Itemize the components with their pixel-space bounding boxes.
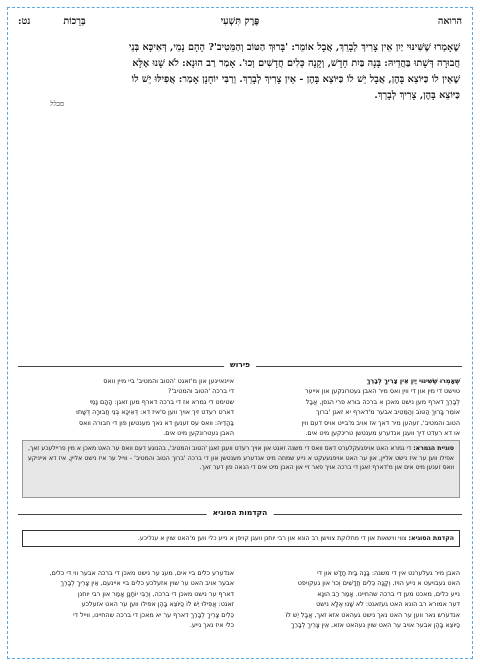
bottom-line: אבער אויב האט ער שוין אזעלכע כלים ביי איינעם, אֵין צָרִיךְ לְבָרֵךְ <box>60 579 234 588</box>
perush-divider <box>18 360 462 372</box>
intro-text: צווי ווישאות און די מחלוקת צווישן רב הונא און רבי יוחנן וועגן קויפן א נייע כלי ווען מ'האט שוין א ענליכע. <box>137 535 407 542</box>
page-border <box>7 7 473 659</box>
bottom-line: זאגט: אֲפִילּוּ יֵשׁ לוֹ כַּיּוֹצֵא בָּהֶן אפילו ווען ער האט אזעלכע <box>81 600 234 609</box>
perush-line: דארט רעדט זיך אויך ווען ס'איז דא: דְּאִיכָּא בְּנֵי חֲבוּרָה דְּשָׁתוּ <box>76 408 234 417</box>
bottom-line: דארף ער נישט מאכן די ברכה, וְרַבִּי יוֹחָנָן אָמַר און רבי יוחנן <box>77 589 234 598</box>
tractate-name: בְּרָכוֹת <box>63 16 86 27</box>
perush-title: פירוש <box>224 360 256 369</box>
bottom-line: כֵּלִים צָרִיךְ לְבָרֵךְ דארף ער יא מאכן די ברכה שהחיינו, ווייל די <box>73 610 234 619</box>
intro-box <box>22 530 460 547</box>
chapter-title: הרואה <box>437 16 462 27</box>
bottom-line: האבן מיר געלערנט אין די משנה: בָּנָה בַּיִת חָדָשׁ און די <box>317 569 460 577</box>
folio-number: נט: <box>18 16 31 27</box>
perush-left-column <box>22 376 234 438</box>
rashi-reference: מבלל <box>50 100 65 108</box>
perush-line: שֶׁאָמְרוּ שֶׁשִּׁינּוּי יַיִן אֵין צָרִיךְ לְבָרֵךְ <box>366 377 460 385</box>
bottom-columns <box>22 568 460 634</box>
perush-line: בַּהֲדֵיהּ: וואס עס זענען דא נאך מענטשן פון די חבורה וואס <box>78 418 234 427</box>
gemara-line: שֶׁאֵין לוֹ כַּיּוֹצֵא בָּהֶן, אֲבָל יֵשׁ לוֹ כַּיּוֹצֵא בָּהֶן - אֵין צָרִיךְ לְבָרֵךְ. וְרַבִּי יוֹחָנָן אָמַר: אֲפִילּוּ יֵשׁ לוֹ <box>131 74 460 85</box>
perush-line: שטימט די גמרא אז די ברכה דארף מען זאגן: הָהָם נָמֵי <box>89 397 234 406</box>
perush-line: הטוב והמטיב', זעהען מיר דאך אז אויב מ'בייט אויס דעם ווין <box>301 418 460 427</box>
perush-line: או דא רעדט דיך וועגן אנדערע מענטשן טרינקען מיט אים. <box>305 429 460 438</box>
bottom-line: כַּיּוֹצֵא בָּהֶן אבער אויב ער האט שוין געהאט אזא, אֵין צָרִיךְ לְבָרֵךְ <box>291 621 460 630</box>
gemara-line: חֲבוּרָה דְּשָׁתוּ בַּהֲדֵיהּ: בָּנָה בַּיִת חָדָשׁ, וְקָנָה כֵּלִים חֲדָשִׁים וְכוּ'. אָמַר רַב הוּנָא: לֹא שָׁנוּ אֶלָּא <box>132 58 460 69</box>
sugya-text: די גמרא האט אויפגעקלערט דאס וואס די משנה זאגט און אויך רעדט וועגן זאגן 'הטוב והמטיב', בהנוגע דעם וואס ער האט מאכן א מין פריילעכע זאך, אפילו ווען ער איז נישט אליין, און ער האט אויפגעעקט א נייע שמחה מיט אנדערע מענטשן און די ברכה 'ברוך הטוב והמטיב' - ווייל ער איז נישט אליין, איז דא אייניקע וואס זענען מיט אים און מ'דארף זאגן די ברכה אויך פאר זיי און האבן מיט אים די הנאה פון דער זאך. <box>28 445 454 472</box>
tractate-folio <box>18 16 86 27</box>
perush-line: אוֹמֵר בָּרוּךְ הַטּוֹב וְהַמֵּטִיב אבער מ'דארף יא זאגן 'ברוך <box>316 408 460 417</box>
bottom-line: כלי איז נאך נייע. <box>189 621 234 630</box>
gemara-line: כַּיּוֹצֵא בָּהֶן, צָרִיךְ לְבָרֵךְ. <box>374 90 460 101</box>
bottom-line: אנדערע כלים ביי אים, מעג ער נישט מאכן די ברכה אבער ווי די כלים, <box>49 569 234 577</box>
perush-line: די ברכה 'הטוב והמטיב'? <box>167 387 234 396</box>
bottom-line: נייע כלים, מאכט מען די ברכה שהחיינו. אָמַר רַב הוּנָא <box>317 589 460 598</box>
sugya-label: סוגיית הגמרא: <box>413 445 454 452</box>
perush-line: איינאייגען און מ'זאגט 'הטוב והמטיב' ביי מיין וואס <box>103 377 234 385</box>
gemara-line: שֶׁאָמְרוּ שֶׁשִּׁינּוּי יַיִן אֵין צָרִיךְ לְבָרֵךְ, אֲבָל אוֹמֵר: 'בָּרוּךְ הַטּוֹב וְהַמֵּטִיב'? הָהָם נָמֵי, דְּאִיכָּא בְּנֵי <box>128 42 460 53</box>
gemara-text <box>22 40 460 104</box>
sugya-box <box>22 440 460 498</box>
bottom-line: דער אמורא רב הונא האט געזאגט: לֹא שָׁנוּ אֶלָּא נישט <box>316 600 460 609</box>
perush-line: האבן געטרונקען מיט אים. <box>163 429 234 438</box>
perush-right-column <box>248 376 460 438</box>
perush-line: טוישט די מין און די ווין ואס מיר האבן געטרונקען און אייער <box>305 387 460 396</box>
intro-title: הקדמות הסוגיא <box>207 508 274 517</box>
intro-divider <box>18 508 462 520</box>
bottom-right-column <box>248 568 460 630</box>
page-header <box>18 16 462 32</box>
bottom-line: האט געבויעט א נייע הויז, וְקָנָה כֵּלִים חֲדָשִׁים וְכוּ' און געקויפט <box>297 579 460 588</box>
perush-columns <box>22 376 460 440</box>
perush-line: לְבָרֵךְ דארף מען נישט מאכן א ברכה בורא פרי הגפן, אֲבָל <box>305 397 460 406</box>
bottom-left-column <box>22 568 234 630</box>
chapter-number: פֶּרֶק תִּשְׁעִי <box>220 16 260 27</box>
intro-label: הקדמת הסוגיא: <box>408 535 454 542</box>
bottom-line: אנדערש נאר ווען ער האט נאך נישט געהאט אזא זאך, אֲבָל יֵשׁ לוֹ <box>285 610 460 619</box>
